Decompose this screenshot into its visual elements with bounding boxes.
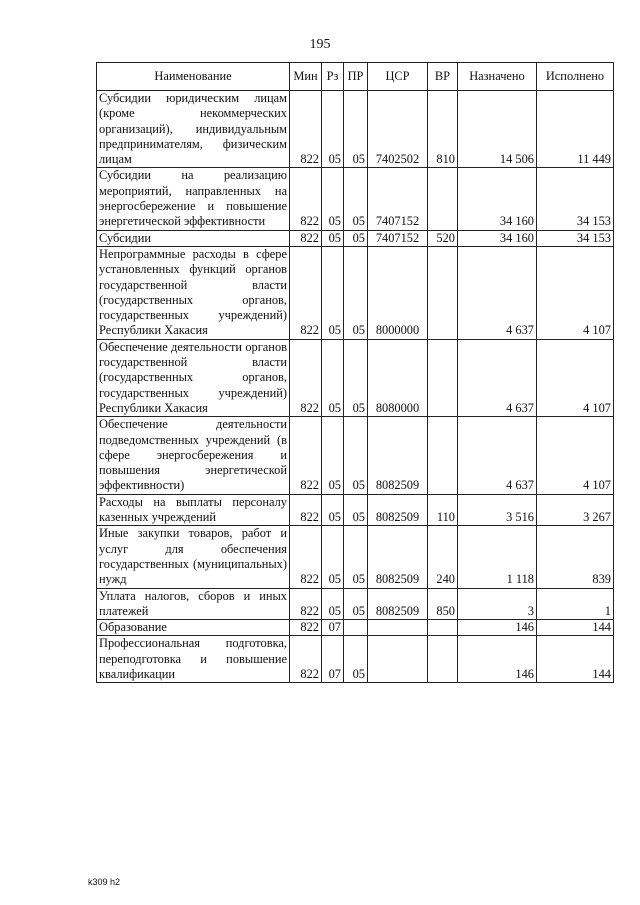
row-pr [344, 620, 368, 636]
page-number: 195 [309, 37, 331, 52]
header-min: Мин [290, 63, 322, 91]
row-min: 822 [290, 417, 322, 494]
row-min: 822 [290, 339, 322, 416]
row-rz: 05 [322, 168, 344, 230]
row-name: Обеспечение деятельности подведомственных учреждений (в сфере энергосбережения и повышения энергетической эффективности) [97, 417, 290, 494]
row-executed: 144 [537, 620, 614, 636]
row-name: Уплата налогов, сборов и иных платежей [97, 588, 290, 620]
row-rz: 05 [322, 588, 344, 620]
row-min: 822 [290, 636, 322, 683]
row-rz: 05 [322, 246, 344, 339]
budget-table [96, 62, 614, 683]
row-csr: 7407152 [368, 230, 428, 246]
row-assigned: 4 637 [458, 417, 537, 494]
row-name: Профессиональная подготовка, переподготовка и повышение квалификации [97, 636, 290, 683]
row-vr: 520 [428, 230, 458, 246]
row-assigned: 14 506 [458, 91, 537, 168]
row-executed: 4 107 [537, 246, 614, 339]
row-rz: 05 [322, 91, 344, 168]
row-min: 822 [290, 588, 322, 620]
row-assigned: 1 118 [458, 526, 537, 588]
row-name: Субсидии юридическим лицам (кроме некоммерческих организаций), индивидуальным предпринимателям, физическим лицам [97, 91, 290, 168]
header-pr: ПР [344, 63, 368, 91]
table-row [97, 417, 614, 494]
row-csr: 8082509 [368, 588, 428, 620]
row-assigned: 34 160 [458, 230, 537, 246]
row-executed: 3 267 [537, 494, 614, 526]
row-vr: 110 [428, 494, 458, 526]
row-vr [428, 620, 458, 636]
row-assigned: 3 516 [458, 494, 537, 526]
row-min: 822 [290, 246, 322, 339]
row-pr: 05 [344, 494, 368, 526]
row-executed: 34 153 [537, 230, 614, 246]
row-pr: 05 [344, 417, 368, 494]
row-assigned: 146 [458, 620, 537, 636]
table-row [97, 246, 614, 339]
row-pr: 05 [344, 246, 368, 339]
row-csr [368, 620, 428, 636]
table-row [97, 168, 614, 230]
row-pr: 05 [344, 339, 368, 416]
row-rz: 05 [322, 494, 344, 526]
table-row [97, 526, 614, 588]
row-name: Иные закупки товаров, работ и услуг для обеспечения государственных (муниципальных) нужд [97, 526, 290, 588]
row-executed: 1 [537, 588, 614, 620]
row-pr: 05 [344, 91, 368, 168]
row-assigned: 4 637 [458, 246, 537, 339]
row-csr [368, 636, 428, 683]
row-vr [428, 339, 458, 416]
row-vr: 240 [428, 526, 458, 588]
row-name: Субсидии [97, 230, 290, 246]
row-pr: 05 [344, 588, 368, 620]
row-assigned: 34 160 [458, 168, 537, 230]
row-csr: 8082509 [368, 494, 428, 526]
row-rz: 07 [322, 636, 344, 683]
row-executed: 4 107 [537, 339, 614, 416]
row-rz: 07 [322, 620, 344, 636]
table-row [97, 636, 614, 683]
row-assigned: 3 [458, 588, 537, 620]
row-executed: 144 [537, 636, 614, 683]
row-pr: 05 [344, 636, 368, 683]
header-executed: Исполнено [537, 63, 614, 91]
table-header-row [97, 63, 614, 91]
row-name: Образование [97, 620, 290, 636]
row-min: 822 [290, 91, 322, 168]
row-assigned: 146 [458, 636, 537, 683]
row-csr: 8082509 [368, 526, 428, 588]
table-row [97, 620, 614, 636]
row-vr: 850 [428, 588, 458, 620]
row-assigned: 4 637 [458, 339, 537, 416]
row-min: 822 [290, 526, 322, 588]
row-min: 822 [290, 494, 322, 526]
row-csr: 7407152 [368, 168, 428, 230]
row-executed: 4 107 [537, 417, 614, 494]
row-rz: 05 [322, 526, 344, 588]
row-pr: 05 [344, 168, 368, 230]
row-vr [428, 168, 458, 230]
row-name: Непрограммные расходы в сфере установленных функций органов государственной власти (государственных органов, государственных учреждений) Республики Хакасия [97, 246, 290, 339]
row-executed: 34 153 [537, 168, 614, 230]
row-vr [428, 417, 458, 494]
header-assigned: Назначено [458, 63, 537, 91]
row-csr: 7402502 [368, 91, 428, 168]
header-csr: ЦСР [368, 63, 428, 91]
header-vr: ВР [428, 63, 458, 91]
table-row [97, 339, 614, 416]
row-csr: 8000000 [368, 246, 428, 339]
row-name: Обеспечение деятельности органов государственной власти (государственных органов, государственных учреждений) Республики Хакасия [97, 339, 290, 416]
table-row [97, 494, 614, 526]
row-rz: 05 [322, 417, 344, 494]
header-rz: Рз [322, 63, 344, 91]
row-rz: 05 [322, 230, 344, 246]
row-csr: 8080000 [368, 339, 428, 416]
row-name: Субсидии на реализацию мероприятий, направленных на энергосбережение и повышение энергетической эффективности [97, 168, 290, 230]
row-vr: 810 [428, 91, 458, 168]
table-row [97, 588, 614, 620]
row-csr: 8082509 [368, 417, 428, 494]
footer-code: k309 h2 [88, 877, 121, 887]
row-vr [428, 246, 458, 339]
row-min: 822 [290, 168, 322, 230]
row-executed: 839 [537, 526, 614, 588]
table-row [97, 91, 614, 168]
row-name: Расходы на выплаты персоналу казенных учреждений [97, 494, 290, 526]
row-pr: 05 [344, 526, 368, 588]
row-executed: 11 449 [537, 91, 614, 168]
row-rz: 05 [322, 339, 344, 416]
row-vr [428, 636, 458, 683]
row-min: 822 [290, 620, 322, 636]
header-name: Наименование [97, 63, 290, 91]
row-pr: 05 [344, 230, 368, 246]
row-min: 822 [290, 230, 322, 246]
table-row [97, 230, 614, 246]
